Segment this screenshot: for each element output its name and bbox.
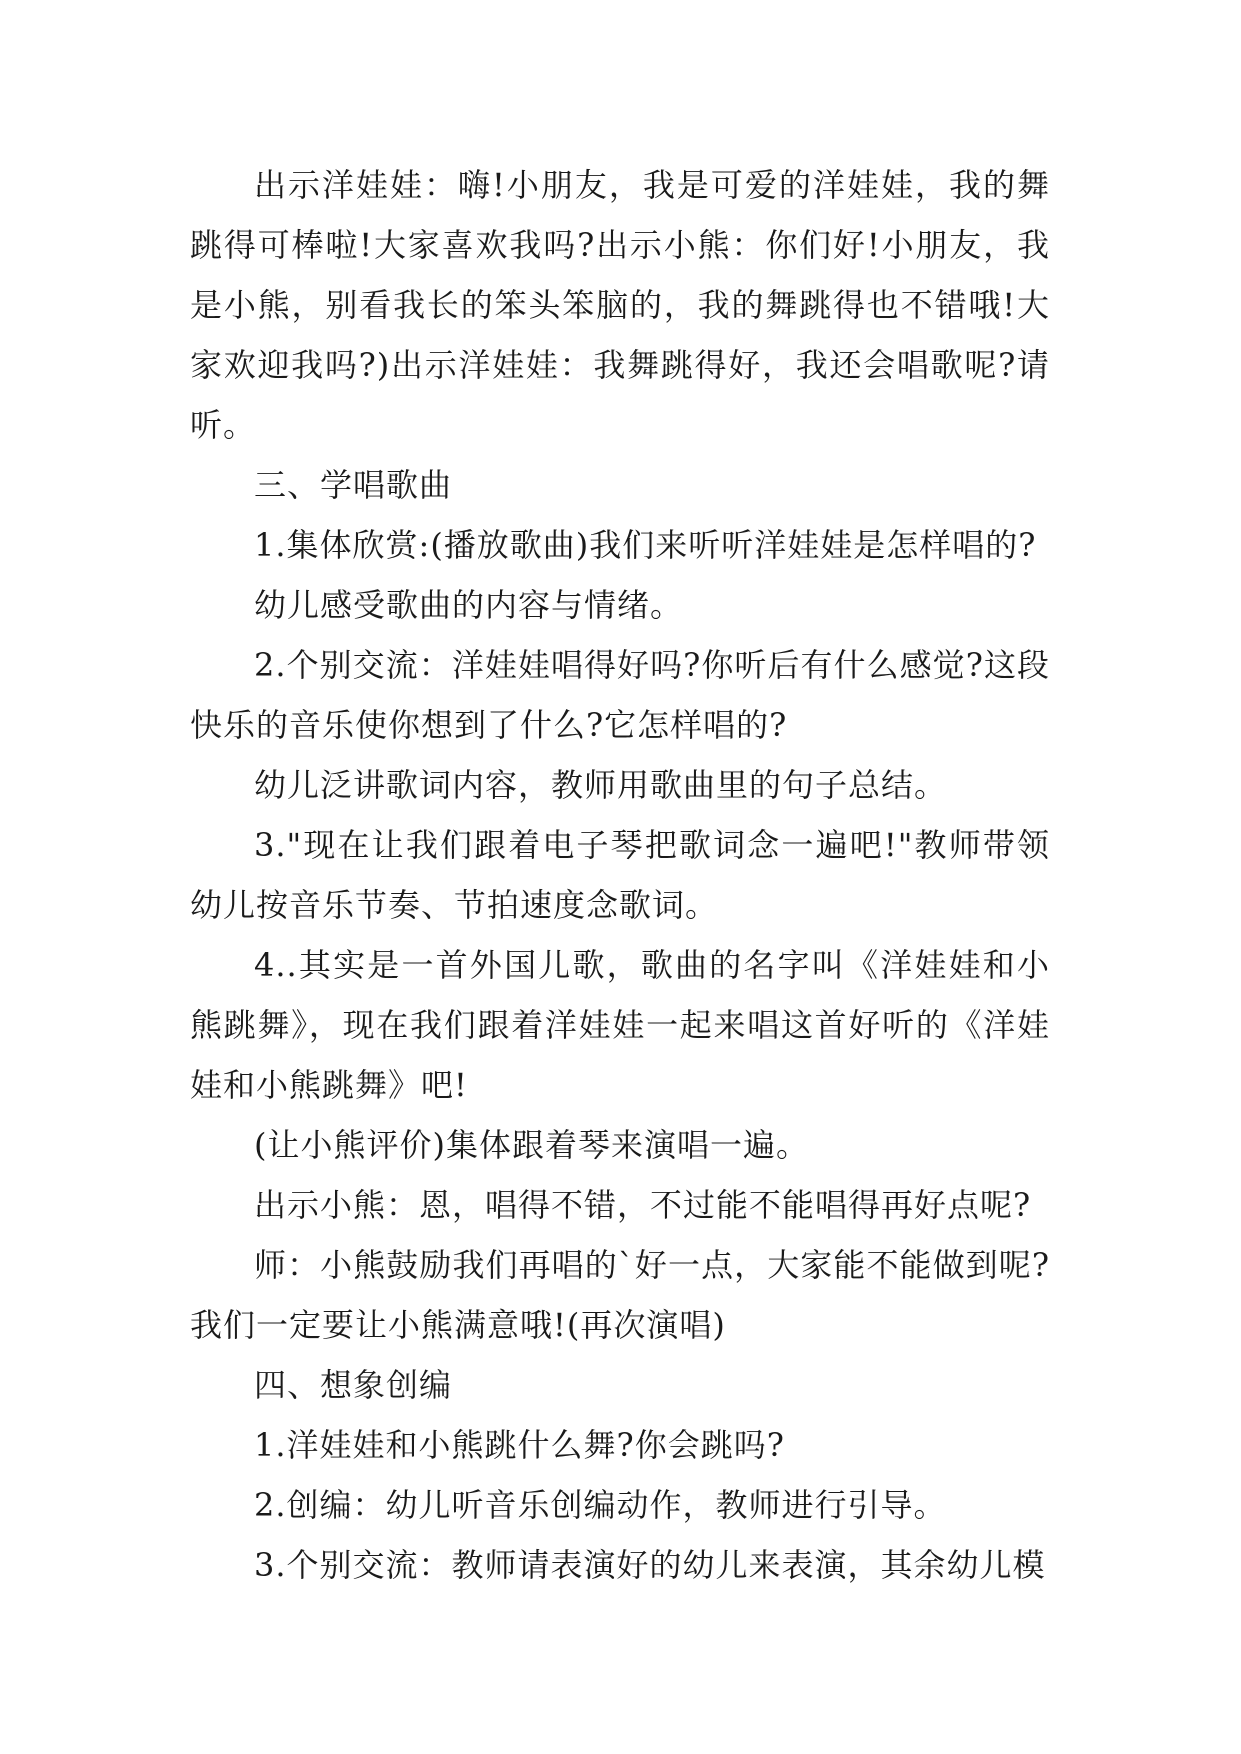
- paragraph-intro-dialogue: 出示洋娃娃：嗨!小朋友，我是可爱的洋娃娃，我的舞跳得可棒啦!大家喜欢我吗?出示小熊：你们好!小朋友，我是小熊，别看我长的笨头笨脑的，我的舞跳得也不错哦!大家欢迎我吗?)出示洋娃娃：我舞跳得好，我还会唱歌呢?请听。: [190, 166, 1050, 444]
- section-heading-learn-song: 三、学唱歌曲: [254, 466, 453, 504]
- paragraph-step-4: 4..其实是一首外国儿歌，歌曲的名字叫《洋娃娃和小熊跳舞》，现在我们跟着洋娃娃一起来唱这首好听的《洋娃娃和小熊跳舞》吧!: [190, 946, 1050, 1104]
- paragraph-create-step-1: 1.洋娃娃和小熊跳什么舞?你会跳吗?: [254, 1426, 785, 1464]
- paragraph-step-2: 2.个别交流：洋娃娃唱得好吗?你听后有什么感觉?这段快乐的音乐使你想到了什么?它怎样唱的?: [190, 646, 1050, 744]
- paragraph-create-step-2: 2.创编：幼儿听音乐创编动作，教师进行引导。: [254, 1486, 947, 1524]
- paragraph-teacher-encourage: 师：小熊鼓励我们再唱的`好一点，大家能不能做到呢?我们一定要让小熊满意哦!(再次演唱): [190, 1246, 1050, 1344]
- document-body: [190, 155, 1050, 1595]
- paragraph-step-1: 1.集体欣赏:(播放歌曲)我们来听听洋娃娃是怎样唱的?: [254, 526, 1037, 564]
- paragraph-bear-feedback: 出示小熊：恩，唱得不错，不过能不能唱得再好点呢?: [254, 1186, 1032, 1224]
- section-heading-imagine-create: 四、想象创编: [254, 1366, 453, 1404]
- paragraph-bear-evaluation: (让小熊评价)集体跟着琴来演唱一遍。: [254, 1126, 809, 1164]
- paragraph-step-2-note: 幼儿泛讲歌词内容，教师用歌曲里的句子总结。: [254, 766, 948, 804]
- paragraph-create-step-3: 3.个别交流：教师请表演好的幼儿来表演，其余幼儿模: [254, 1546, 1046, 1584]
- paragraph-step-3: 3."现在让我们跟着电子琴把歌词念一遍吧!"教师带领幼儿按音乐节奏、节拍速度念歌词。: [190, 826, 1050, 924]
- paragraph-step-1-note: 幼儿感受歌曲的内容与情绪。: [254, 586, 684, 624]
